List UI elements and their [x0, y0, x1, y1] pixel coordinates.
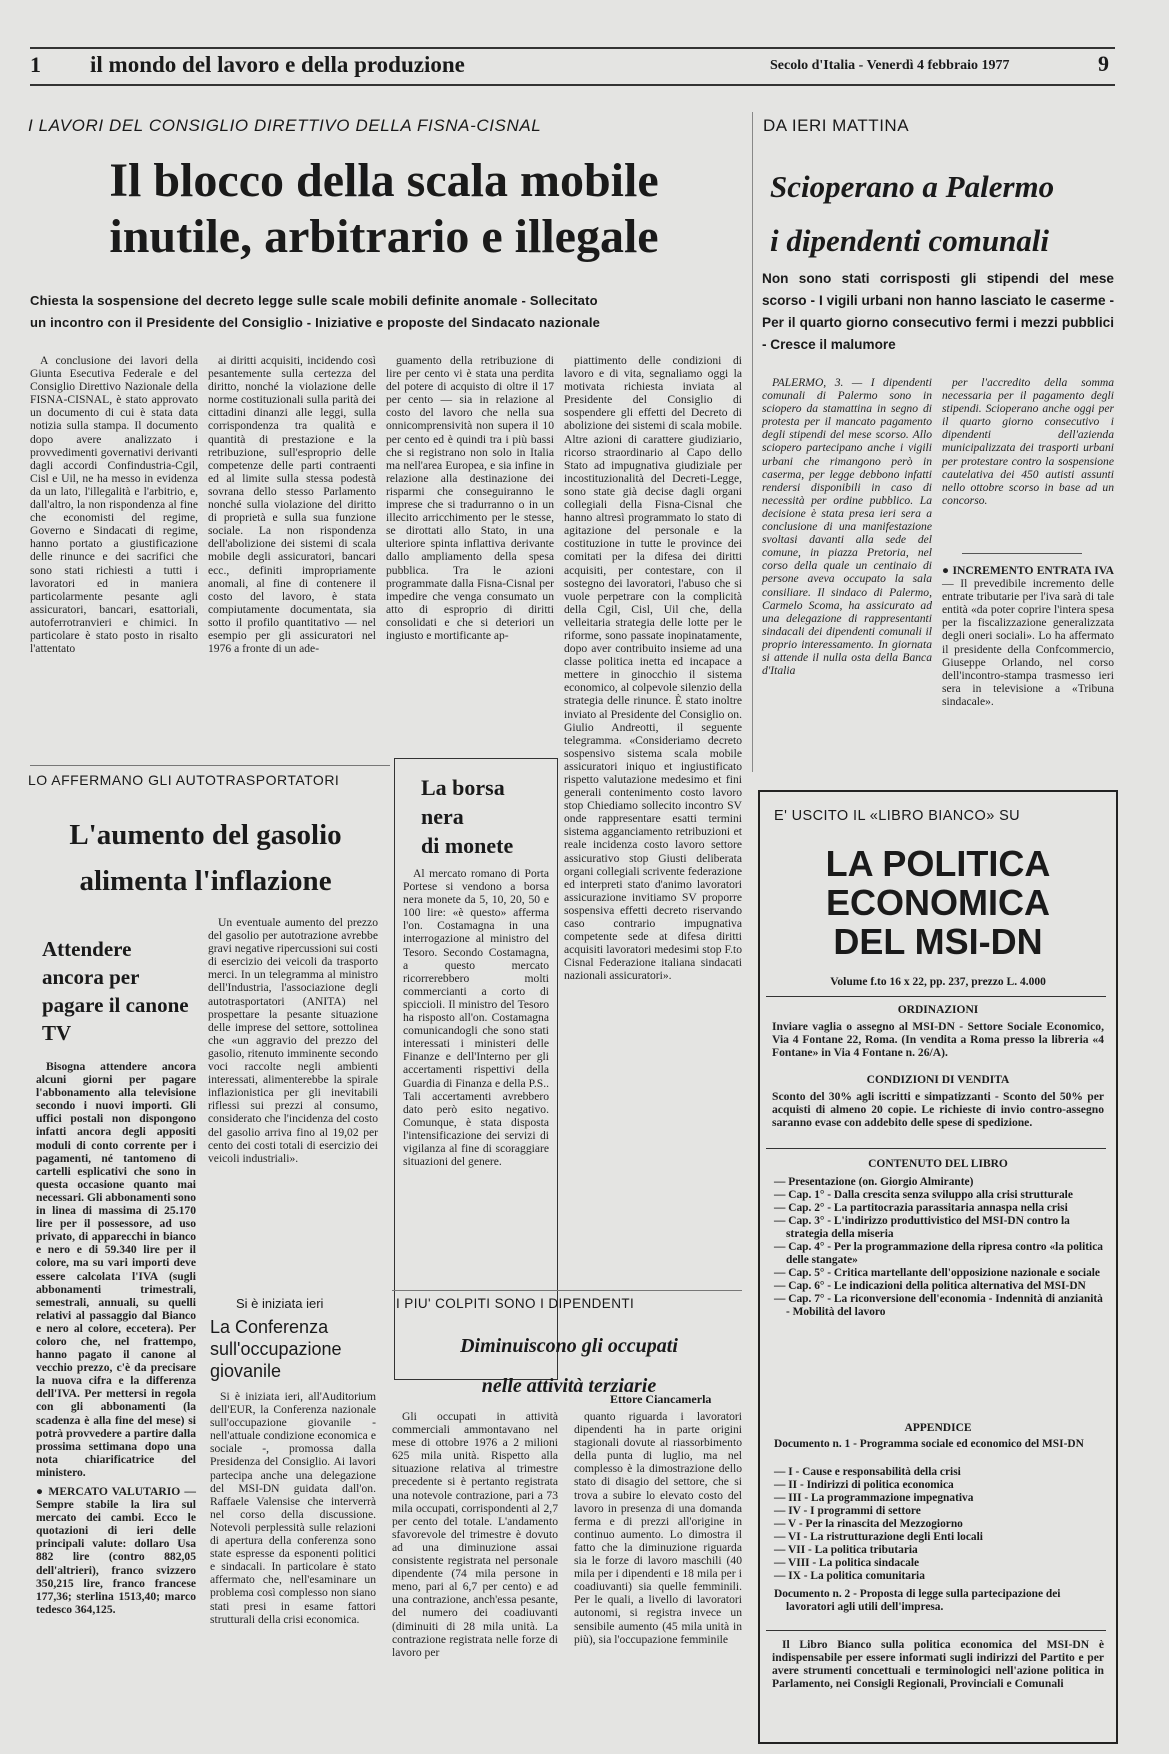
main-col-1 — [30, 354, 198, 728]
conferenza-kicker: Si è iniziata ieri — [236, 1296, 324, 1311]
list-item: — Cap. 6° - Le indicazioni della politica alternativa del MSI-DN — [774, 1280, 1086, 1292]
list-item: — IX - La politica comunitaria — [774, 1570, 925, 1582]
gasolio-kicker: LO AFFERMANO GLI AUTOTRASPORTATORI — [28, 772, 340, 788]
libro-title-line2: ECONOMICA — [826, 882, 1050, 923]
list-item: — VII - La politica tributaria — [774, 1544, 918, 1556]
iva-note — [942, 564, 1114, 764]
ordinazioni-text: Inviare vaglia o assegno al MSI-DN - Settore Sociale Economico, Via 4 Fontane 22, Roma. (In vendita a Roma presso la libreria «4 Fontane» in Via 4 Fontane n. 26/A). — [772, 1020, 1104, 1060]
libro-title — [760, 844, 1116, 961]
iva-note-title: INCREMENTO ENTRATA IVA — [952, 564, 1114, 577]
libro-volume: Volume f.to 16 x 22, pp. 237, prezzo L. 4.000 — [830, 976, 1046, 988]
conferenza-text-body: Si è iniziata ieri, all'Auditorium dell'EUR, la Conferenza nazionale sull'occupazione giovanile - nell'attuale condizione economica e sociale -, promossa dalla Presidenza del Consiglio. Ai lavori partecipa anche una delegazione del MSI-DN guidata dall'on. Raffaele Valensise che interverrà nel corso della discussione. Notevoli perplessità sulle relazioni di apertura della conferenza sono state espresse da esponenti politici e sindacali. In particolare è stato affermato che, nell'esaminare un problema così complesso non siano stati presi in esame fattori strutturali della crisi economica. — [210, 1390, 376, 1626]
main-headline-line1: Il blocco della scala mobile — [109, 154, 659, 207]
main-deck-line2: un incontro con il Presidente del Consiglio - Iniziative e proposte del Sindacato nazionale — [30, 315, 601, 330]
iva-note-text: — Il prevedibile incremento delle entrate tributarie per l'iva sarà di tale entità «da poter coprire l'intera spesa per la fiscalizzazione generalizzata degli oneri sociali». Lo ha affermato il presidente della Confcommercio, Giuseppe Orlando, nel corso dell'incontro-stampa trasmesso ieri sera in televisione a «Tribuna sindacale». — [942, 577, 1114, 708]
list-item: — Cap. 2° - La partitocrazia parassitaria annaspa nella crisi — [774, 1202, 1068, 1214]
occupati-col-2 — [574, 1410, 742, 1740]
libro-box — [758, 790, 1118, 1744]
list-item: — III - La programmazione impegnativa — [774, 1492, 974, 1504]
libro-rule-3 — [766, 1630, 1106, 1631]
mercato-note-text: — Sempre stabile la lira sul mercato dei cambi. Ecco le quotazioni di ieri delle principali valute: dollaro Usa 882 lire (contro 882,05 dell'altrieri), franco svizzero 350,215 lire, franco francese 177,36; sterlina 1513,40; marco tedesco 364,125. — [36, 1485, 197, 1616]
list-item: — Cap. 7° - La riconversione dell'economia - Indennità di anzianità - Mobilità del lavoro — [774, 1293, 1103, 1318]
occupati-kicker: I PIU' COLPITI SONO I DIPENDENTI — [396, 1296, 635, 1311]
canone-headline: Attendere ancora per pagare il canone TV — [42, 937, 189, 1045]
palermo-col-2 — [942, 376, 1114, 546]
gasolio-headline-line1: L'aumento del gasolio — [69, 819, 342, 851]
appendice-list — [774, 1466, 1104, 1583]
borsa-text-body: Al mercato romano di Porta Portese si vendono a borsa nera monete da 5, 10, 20, 50 e 100 lire: «è questo» afferma l'on. Costamagna in una interrogazione al ministro del Tesoro. Secondo Costamagna, a questo mercato ricorrerebbero molti commercianti a corto di spiccioli. Il ministro del Tesoro ha risposto all'on. Costamagna comunicandogli che sono stati interessati i ministeri delle Finanze e dell'Interno per gli accertamenti rispettivi della Guardia di Finanza e della P.S.. Tali accertamenti avrebbero dato però esito negativo. Comunque, è stata disposta l'intensificazione dei servizi di vigilanza al fine di scoraggiare situazioni del genere. — [403, 867, 549, 1169]
occupati-col-1-text: Gli occupati in attività commerciali ammontavano nel mese di ottobre 1976 a 2 milioni 625 mila unità. Rispetto alla situazione relativa al trimestre precedente si è pertanto registrata una notevole contrazione, pari a 73 mila occupati, corrispondenti al 2,7 per cento del totale. L'andamento sfavorevole del trimestre è dovuto ad una diminuzione assai consistente registrata nel personale dipendente (74 mila persone in meno, pari al 6,7 per cento) e ad una contrazione, anch'essa pesante, del numero dei coadiuvanti (diminuiti di 28 mila unità. La contrazione registrata nelle forze di lavoro per — [392, 1410, 558, 1659]
list-item: — II - Indirizzi di politica economica — [774, 1479, 954, 1491]
bullet-icon: ● — [942, 564, 953, 577]
gasolio-headline-line2: alimenta l'inflazione — [79, 865, 332, 897]
occupati-top-rule — [392, 1290, 742, 1291]
section-title: il mondo del lavoro e della produzione — [90, 52, 465, 77]
libro-footer-text: Il Libro Bianco sulla politica economica del MSI-DN è indispensabile per essere informati sugli indirizzi del Partito e per avere strumenti concettuali e terminologici nell'azione politica in Parlamento, nei Consigli Regionali, Provinciali e Comunali — [772, 1638, 1104, 1691]
palermo-headline-line2: i dipendenti comunali — [770, 223, 1050, 258]
libro-footer — [772, 1638, 1104, 1734]
main-deck — [30, 290, 742, 334]
main-col-4 — [564, 354, 742, 1386]
palermo-deck: Non sono stati corrisposti gli stipendi del mese scorso - I vigili urbani non hanno lasciato le caserme - Per il quarto giorno consecutivo fermi i mezzi pubblici - Cresce il malumore — [762, 271, 1114, 352]
borsa-box — [394, 758, 558, 1380]
canone-text-body: Bisogna attendere ancora alcuni giorni per pagare l'abbonamento alla televisione secondo i nuovi importi. Gli uffici postali non dispongono infatti ancora degli appositi moduli di conto corrente per i pagamenti, né tantomeno di cartelli esplicativi che sono in questa occasione quanto mai necessari. Gli abbonamenti sono in linea di massima di 25.170 lire per il possessore, ad uso privato, di apparecchi in bianco e nero e di 59.340 lire per il colore, ma su vari importi deve essere calcolata l'IVA (sugli abbonamenti trimestrali, semestrali, annuali, su quelli relativi al passaggio dal Bianco e nero al colore, eccetera). Per coloro che, nel frattempo, hanno pagato il canone al vecchio prezzo, c'è da precisare la nuova cifra e la differenza dell'IVA. Per mettersi in regola con gli abbonamenti (la scadenza è alla fine del mese) si potrà provvedere a partire dalla prossima settimana dopo una nota chiarificatrice del ministero. — [36, 1060, 196, 1479]
list-item: — VI - La ristrutturazione degli Enti locali — [774, 1531, 983, 1543]
list-item: — I - Cause e responsabilità della crisi — [774, 1466, 961, 1478]
libro-rule-2 — [766, 1148, 1106, 1149]
list-item: — V - Per la rinascita del Mezzogiorno — [774, 1518, 963, 1530]
palermo-kicker: DA IERI MATTINA — [763, 116, 910, 135]
occupati-headline-line1: Diminuiscono gli occupati — [460, 1335, 678, 1357]
gasolio-headline — [28, 812, 383, 904]
palermo-headline — [770, 160, 1054, 268]
page-number-left: 1 — [30, 52, 41, 77]
occupati-col-1 — [392, 1410, 558, 1740]
palermo-note-rule — [962, 553, 1082, 554]
contenuto-title: CONTENUTO DEL LIBRO — [868, 1158, 1008, 1170]
main-col-4-text: piattimento delle condizioni di lavoro e di vita, segnaliamo oggi la motivata richiesta inviata al Presidente del Consiglio di sospendere gli effetti del Decreto di abolizione dei sistemi di scala mobile. Altre azioni di carattere giudiziario, ricorso straordinario al Capo dello Stato ad impugnativa giudiziale per incostituzionalità del Decreti-Legge, sono state già decise dagli organi collegiali della Fisna-Cisnal che hanno altresì programmato lo stato di agitazione del personale e la costituzione in tutte le province dei comitati per la difesa dei diritti acquisiti, per contestare, con il sostegno dei lavoratori, l'abuso che si vuole perpetrare con la complicità della Cgil, Cisl, Uil che, della velleitaria strategia delle lotte per le riforme, sono passate inopinatamente, dopo aver contribuito insieme ad una classe politica inetta ed incapace a mettere in ginocchio il sistema economico, al colpevole silenzio della strategia delle rinunce. È stato inoltre inviato al Presidente del Consiglio on. Giulio Andreotti, il seguente telegramma. «Consideriamo decreto sospensivo sistema scala mobile assicuratori iniquo et ingiustificato rispetto valutazione medesimo et fini generali contenimento costo lavoro stop Chiediamo sollecito incontro SV onde rappresentare esatti termini sistema agganciamento retribuzioni et reale incidenza costo lavoro settore assicurativo stop Giusti deliberata organi collegiali scrivente federazione ed interpreti stato d'animo lavoratori assicurazione invitiamo SV proporre sospensiva effetti decreto riservando caso contrario impugnativa competente sede at difesa diritti acquisiti lavoratori medesimi stop F.to Cisnal Federazione italiana sindacati nazionali assicuratori». — [564, 354, 742, 983]
palermo-col-1 — [762, 376, 932, 766]
canone-text — [36, 1060, 197, 1616]
libro-rule-1 — [766, 996, 1106, 997]
conferenza-headline-line2: sull'occupazione — [210, 1339, 342, 1359]
main-col-2 — [208, 354, 376, 728]
libro-title-line3: DEL MSI-DN — [833, 921, 1043, 962]
masthead-bottom-rule — [30, 84, 1115, 86]
doc1: Documento n. 1 - Programma sociale ed economico del MSI-DN — [774, 1438, 1084, 1450]
gasolio-text — [208, 916, 378, 1344]
main-signature: Ettore Ciancamerla — [610, 1392, 712, 1406]
doc2: Documento n. 2 - Proposta di legge sulla partecipazione dei lavoratori agli utili dell'impresa. — [774, 1588, 1061, 1613]
column-divider — [752, 112, 753, 772]
gasolio-text-body: Un eventuale aumento del prezzo del gasolio per autotrazione avrebbe gravi negative ripercussioni sui costi di esercizio dei veicoli da trasporto merci. In un telegramma al ministro dell'Industria, l'associazione degli autotrasportatori (ANITA) nel prospettare la pesante situazione delle imprese del settore, sottolinea che «un aggravio del prezzo del gasolio, ritenuto imminente secondo voci raccolte negli ambienti interessati, alimenterebbe la spirale inflazionistica per gli inevitabili riflessi sui prezzi al consumo, considerato che l'incidenza del costo del gasolio arriva fino al 19,02 per cento dei costi totali di esercizio dei veicoli industriali». — [208, 916, 379, 1165]
borsa-headline-line3: di monete — [421, 833, 514, 858]
list-item: — IV - I programmi di settore — [774, 1505, 921, 1517]
bullet-icon: ● — [36, 1485, 49, 1498]
libro-kicker: E' USCITO IL «LIBRO BIANCO» SU — [774, 808, 1021, 824]
page-number-right: 9 — [1098, 51, 1109, 76]
gasolio-top-rule — [30, 765, 390, 766]
list-item: — Cap. 4° - Per la programmazione della ripresa contro «la politica delle stangate» — [774, 1241, 1103, 1266]
main-col-3 — [386, 354, 554, 728]
main-kicker: I LAVORI DEL CONSIGLIO DIRETTIVO DELLA FISNA-CISNAL — [28, 116, 542, 135]
borsa-headline-line2: nera — [421, 804, 464, 829]
occupati-headline — [396, 1326, 742, 1406]
main-col-3-text: guamento della retribuzione di lire per cento vi è stata una perdita del potere di acquisto di oltre il 17 per cento — sia in relazione al costo del lavoro che nella sua onnicomprensività non supera il 10 per cento ed è quindi tra i più bassi che si registrano non solo in Italia ma nell'area Europea, e sia infine in relazione alla destinazione dei risparmi che conseguiranno le imprese che si tradurranno o in un illecito arricchimento per le stesse, se dirottati allo Stato, in una ulteriore spinta inflattiva derivante dallo ampliamento della spesa pubblica. Tra le azioni programmate dalla Fisna-Cisnal per impedire che venga consumato un atto di esproprio di diritti consolidati e che si deteriori un ingiusto e mortificante ap- — [386, 354, 554, 642]
condizioni-title: CONDIZIONI DI VENDITA — [866, 1074, 1010, 1086]
conferenza-headline — [210, 1316, 342, 1382]
borsa-headline — [421, 773, 513, 860]
main-col-2-text: ai diritti acquisiti, incidendo così pesantemente sulla certezza del diritto, nonché la violazione delle norme costituzionali sulla parità dei cittadini dinanzi alle leggi, sulla corrispondenza tra qualità e quantità di prestazione e la retribuzione, sull'esproprio delle competenze delle parti contraenti ed al limite sulla stessa podestà sovrana dello stesso Parlamento nonché sulla violazione del diritto di proprietà e sulla sua funzione sociale. La non rispondenza dell'abolizione dei sistemi di scala mobile degli assicuratori, bancari ecc., definiti impropriamente anomali, al fine di contenere il costo del lavoro, è stata compiutamente documentata, sia sotto il profilo quantitativo — nel esempio per gli assicuratori nel 1976 a fronte di un ade- — [208, 354, 376, 656]
ordinazioni-title: ORDINAZIONI — [897, 1004, 979, 1016]
list-item: — Cap. 5° - Critica martellante dell'opposizione nazionale e sociale — [774, 1267, 1100, 1279]
contenuto-list — [774, 1176, 1104, 1319]
occupati-headline-line2: nelle attività terziarie — [481, 1375, 657, 1397]
main-col-1-text: A conclusione dei lavori della Giunta Esecutiva Federale e del Consiglio Direttivo Nazionale della FISNA-CISNAL, è stato approvato un documento di cui è stata data notizia sulla stampa. Il documento dopo avere analizzato i provvedimenti governativi derivanti dagli accordi Confindustria-Cgil, Cisl e Uil, ne ha messo in evidenza da un lato, l'illegalità e l'arbitrio, e, dall'altro, la non rispondenza al fine che economisti del regime, Governo e Sindacati di regime, hanno portato a giustificazione delle rinunce e dei sacrifici che sono stati richiesti a tutti i lavoratori ed in maniera particolarmente pesante agli assicuratori, bancari, esattoriali, autoferrotranvieri e chimici. In particolare è stato posto in risalto l'attentato — [30, 354, 198, 656]
conferenza-headline-line3: giovanile — [210, 1361, 282, 1381]
main-headline-line2: inutile, arbitrario e illegale — [109, 210, 659, 263]
palermo-col-1-text: PALERMO, 3. — I dipendenti comunali di Palermo sono in sciopero da stamattina in segno di protesta per il mancato pagamento degli stipendi del mese scorso. Allo sciopero partecipano anche i vigili urbani che rimangono però in caserma, per legge debbono infatti rendersi disponibili in caso di necessità per ordine pubblico. La decisione è stata presa ieri sera a conclusione di una manifestazione svoltasi davanti alla sede del comune, in piazza Pretoria, nel corso della quale un centinaio di persone aveva occupato la sala consiliare. Il sindaco di Palermo, Carmelo Scoma, ha assicurato ad una delegazione di rappresentanti sindacali dei dipendenti comunali il proprio interessamento. In giornata si attende il nulla osta della Banca d'Italia — [762, 376, 932, 678]
mercato-note-title: MERCATO VALUTARIO — [48, 1485, 181, 1498]
borsa-headline-line1: La borsa — [421, 775, 505, 800]
palermo-col-2-text: per l'accredito della somma necessaria per il pagamento degli stipendi. Scioperano anche oggi per il quarto giorno consecutivo i dipendenti dell'azienda municipalizzata dei trasporti urbani per protestare contro la sospensione cautelativa dei 450 autisti assunti nello ottobre scorso in base ad un concorso. — [942, 376, 1114, 507]
appendice-title: APPENDICE — [904, 1422, 972, 1434]
list-item: — Cap. 1° - Dalla crescita senza sviluppo alla crisi strutturale — [774, 1189, 1073, 1201]
conferenza-text — [210, 1390, 376, 1720]
masthead-top-rule — [30, 47, 1115, 49]
list-item: — VIII - La politica sindacale — [774, 1557, 920, 1569]
paper-date: Secolo d'Italia - Venerdì 4 febbraio 1977 — [770, 58, 1010, 73]
list-item: — Presentazione (on. Giorgio Almirante) — [774, 1176, 974, 1188]
main-headline — [28, 153, 740, 265]
palermo-headline-line1: Scioperano a Palermo — [770, 169, 1055, 204]
list-item: — Cap. 3° - L'indirizzo produttivistico del MSI-DN contro la strategia della miseria — [774, 1215, 1070, 1240]
condizioni-text: Sconto del 30% agli iscritti e simpatizzanti - Sconto del 50% per acquisti di almeno 20 copie. Le richieste di invio contro-assegno saranno evase con addebito delle spese di spedizione. — [772, 1090, 1104, 1130]
occupati-col-2-text: quanto riguarda i lavoratori dipendenti ha in parte origini stagionali dovute al riassorbimento della punta di luglio, ma nel complesso è la dimostrazione dello stato di disagio del settore, che si trova a subire lo elevato costo del lavoro in presenza di una domanda ferma e di prezzi all'origine in continuo aumento. Lo dimostra il fatto che la diminuzione riguarda sia le forze di lavoro maschili (40 mila per i dipendenti e 18 mila per i coadiuvanti) sia quelle femminili. Per le quali, a livello di lavoratori autonomi, si registra invece un sensibile aumento (45 mila unità in più), sia l'occupazione femminile — [574, 1410, 742, 1646]
conferenza-headline-line1: La Conferenza — [210, 1317, 329, 1337]
main-deck-line1: Chiesta la sospensione del decreto legge sulle scale mobili definite anomale - Sollecitato — [30, 293, 598, 308]
libro-title-line1: LA POLITICA — [825, 843, 1051, 884]
